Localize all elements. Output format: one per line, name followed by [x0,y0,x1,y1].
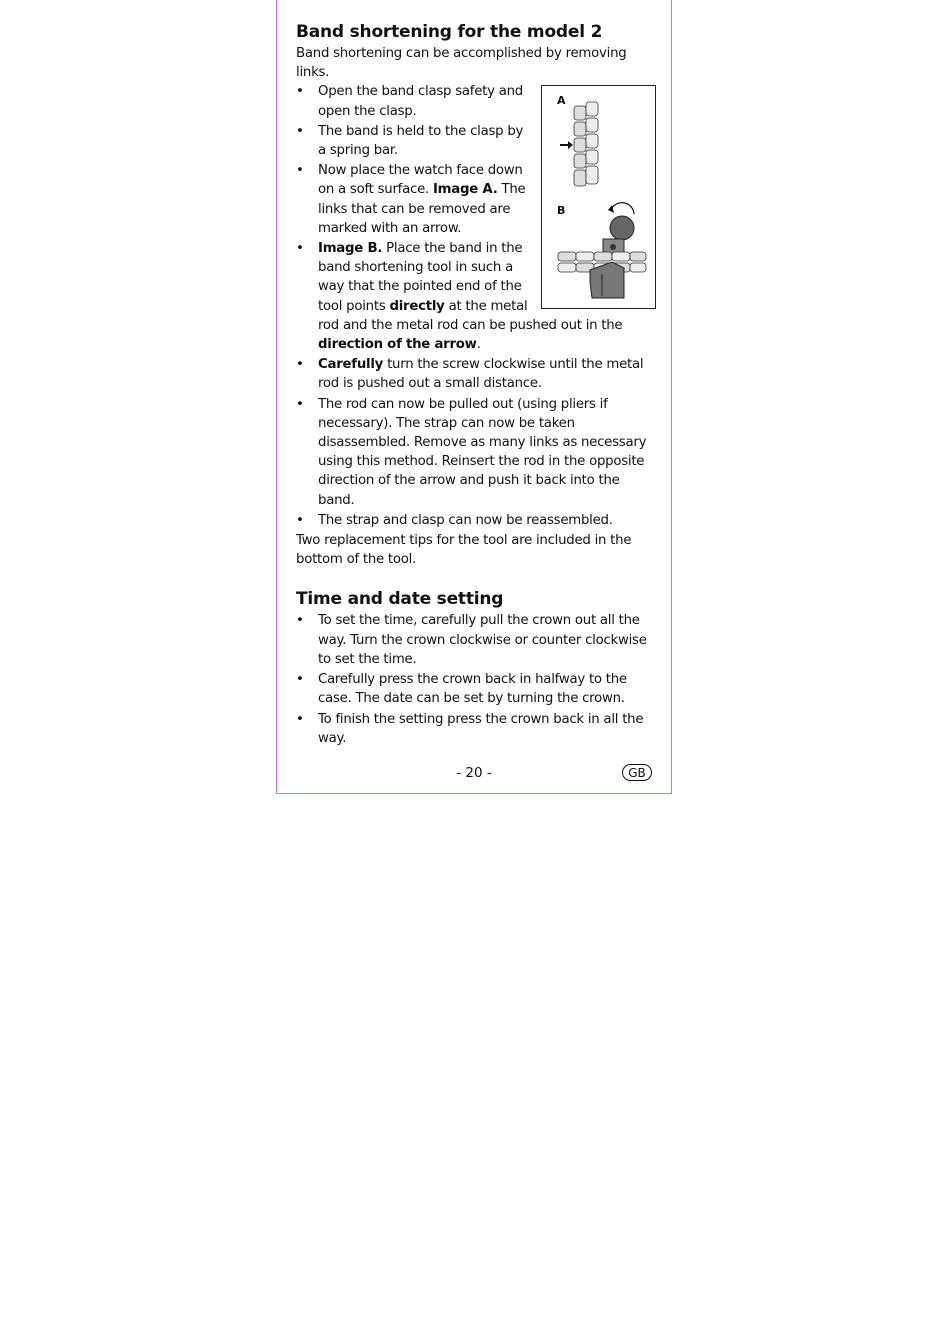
list-item: • The strap and clasp can now be reassembled. [296,511,656,530]
page-footer [276,762,672,784]
section-title-time-date: Time and date setting [296,589,504,610]
list-item: • The band is held to the clasp by a spring bar. [296,122,656,160]
band-shortening-steps [296,82,656,530]
list-item: • Now place the watch face down on a soft surface. Image A. The links that can be removed are marked with an arrow. [296,161,656,238]
outro-paragraph: Two replacement tips for the tool are included in the bottom of the tool. [296,533,632,568]
list-item: • Image B. Place the band in the band shortening tool in such a way that the pointed end of the tool points directly at the metal rod and the metal rod can be pushed out in the direction of the arrow. [296,239,656,354]
list-item: • Open the band clasp safety and open the clasp. [296,82,656,120]
list-item: • To finish the setting press the crown back in all the way. [296,710,656,748]
list-item: • Carefully turn the screw clockwise until the metal rod is pushed out a small distance. [296,355,656,393]
list-item: • The rod can now be pulled out (using pliers if necessary). The strap can now be taken disassembled. Remove as many links as necessary using this method. Reinsert the rod in the opposite direction of the arrow and push it back into the band. [296,395,656,510]
list-item: • To set the time, carefully pull the crown out all the way. Turn the crown clockwise or counter clockwise to set the time. [296,611,656,669]
time-date-section [296,587,656,747]
language-badge: GB [622,764,652,781]
section-title-band-shortening: Band shortening for the model 2 [296,22,603,42]
figure-label-a: A [557,94,566,108]
page-content [296,20,656,749]
list-item: • Carefully press the crown back in halfway to the case. The date can be set by turning the crown. [296,670,656,708]
time-date-steps [296,611,656,747]
intro-paragraph: Band shortening can be accomplished by removing links. [296,46,627,81]
figure-label-b: B [557,204,566,218]
page-number: - 20 - [456,765,492,781]
